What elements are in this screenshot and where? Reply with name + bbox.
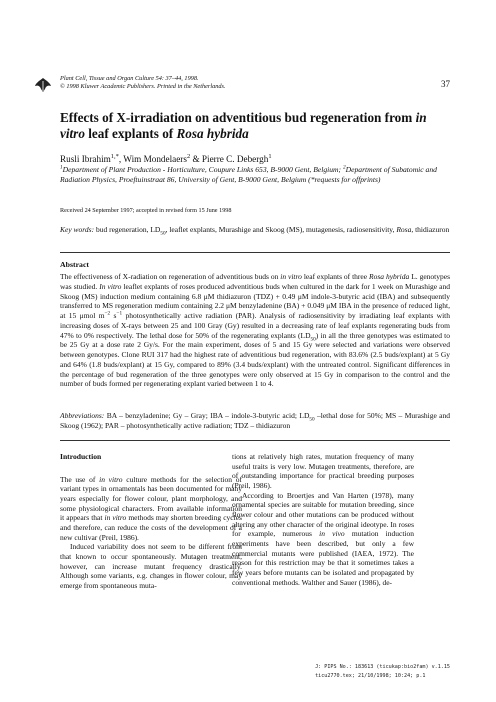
section-heading-introduction: Introduction [60, 452, 102, 461]
publisher-logo-icon [34, 77, 52, 93]
received-date: Received 24 September 1997; accepted in revised form 15 June 1998 [60, 207, 232, 214]
author-list: Rusli Ibrahim$^{1,*}$, Wim Mondelaers$^2$ & Pierre C. Debergh$^1$ [60, 152, 272, 164]
production-footer [315, 663, 450, 680]
abbreviations-text: BA – benzyladenine; Gy – Gray; IBA – indole-3-butyric acid; $LD_{50}$ –lethal dose for 50%; MS – Murashige and Skoog (1962); PAR – photosynthetically active radiation; TDZ – thidiazuron [60, 411, 450, 430]
abstract-heading: Abstract [60, 260, 90, 269]
journal-header [60, 75, 450, 91]
intro-paragraph-2: Induced variability does not seem to be different from that known to occur spontaneously. Mutagen treatment, however, can increase mutant frequency drastically. Although some variants, e.g. changes in flower colour, may emerge from spontaneous muta- [60, 542, 242, 590]
divider-top [60, 252, 450, 253]
intro-paragraph-4: According to Broertjes and Van Harten (1978), many ornamental species are suitable for mutation breeding, since flower colour and other mutations can be produced without altering any other character of the original ideotype. In roses for example, numerous in vivo mutation induction experiments have been described, but only a few commercial mutants were published (IAEA, 1972). The reason for this restriction may be that it sometimes takes a few years before mutants can be isolated and propagated by conventional methods. Walther and Sauer (1986), de- [232, 490, 415, 587]
footer-line-1: J: PIPS No.: 183613 (ticukap:bio2fam) v.1.15 [315, 664, 450, 670]
left-column [60, 452, 242, 591]
paper-title: Effects of X-irradiation on adventitious bud regeneration from in vitro leaf explants of Rosa hybrida [60, 110, 427, 141]
keywords-label: Key words: [60, 225, 95, 234]
abbreviations [60, 411, 450, 431]
intro-paragraph-3: tions at relatively high rates, mutation frequency of many useful traits is very low. Mutagen treatments, therefore, are of outstanding importance for practical breeding purposes (Preil, 1986). [232, 452, 414, 490]
page-number: 37 [441, 79, 450, 89]
affiliations: $^1$Department of Plant Production - Horticulture, Coupure Links 653, B-9000 Gent, Belgium; $^2$Department of Subatomic and Radiation Physics, Proeftuinstraat 86, University of Gent, B-9000 Gent, Belgium (*requests for offprints) [60, 164, 437, 184]
divider-bottom [60, 440, 450, 441]
journal-copyright: © 1998 Kluwer Academic Publishers. Printed in the Netherlands. [60, 83, 226, 90]
intro-paragraph-1: The use of in vitro culture methods for the selection of variant types in ornamentals has been documented for many years especially for flower colour, plant morphology, and some physiological characters. From available information it appears that in vitro methods may shorten breeding cycles and therefore, can reduce the costs of the development of a new cultivar (Preil, 1986). [60, 474, 242, 542]
right-column [232, 452, 414, 587]
journal-citation: Plant Cell, Tissue and Organ Culture 54: 37–44, 1998. [60, 75, 199, 82]
keywords [60, 225, 450, 235]
abbreviations-label: Abbreviations: [60, 411, 105, 420]
keywords-text: bud regeneration, $LD_{50}$, leaflet explants, Murashige and Skoog (MS), mutagenesis, radiosensitivity, Rosa, thidiazuron [95, 225, 450, 237]
footer-line-2: ticu2770.tex; 21/10/1998; 10:24; p.1 [315, 672, 426, 679]
abstract-text: The effectiveness of X-radiation on regeneration of adventitious buds on in vitro leaf explants of three Rosa hybrida L. genotypes was studied. In vitro leaflet explants of roses produced adventitious buds when cultured in the dark for 1 week on Murashige and Skoog (MS) induction medium containing 6.8 μM thidiazuron (TDZ) + 0.49 μM indole-3-butyric acid (IBA) and subsequently transferred to MS regeneration medium containing 2.2 μM benzyladenine (BA) + 0.049 μM IBA in the presence of reduced light, at 15 μmol $m^{-2}$ $s^{-1}$ photosynthetically active radiation (PAR). Analysis of radiosensitivity by irradiating leaf explants with increasing doses of X-rays between 25 and 100 Gray (Gy) resulted in a decreasing rate of leaf explants regenerating buds from 47% to 0% respectively. The lethal dose for 50% of the regenerating explants $(LD_{50})$ in all the three genotypes was estimated to be 25 Gy at a dose rate 2 Gy/s. For the main experiment, doses of 5 and 15 Gy were selected and variations were observed between genotypes. Clone RUI 317 had the highest rate of adventitious bud regeneration, with 83.6% (2.5 buds/explant) at 5 Gy and 64% (1.8 buds/explant) at 15 Gy, compared to 89% (3.4 buds/explant) with the untreated control. Significant differences in the percentage of bud regeneration of the three genotypes were only observed at 15 Gy in comparison to the control and the number of buds formed per regenerating explant varied between 1 to 4. [60, 272, 451, 389]
